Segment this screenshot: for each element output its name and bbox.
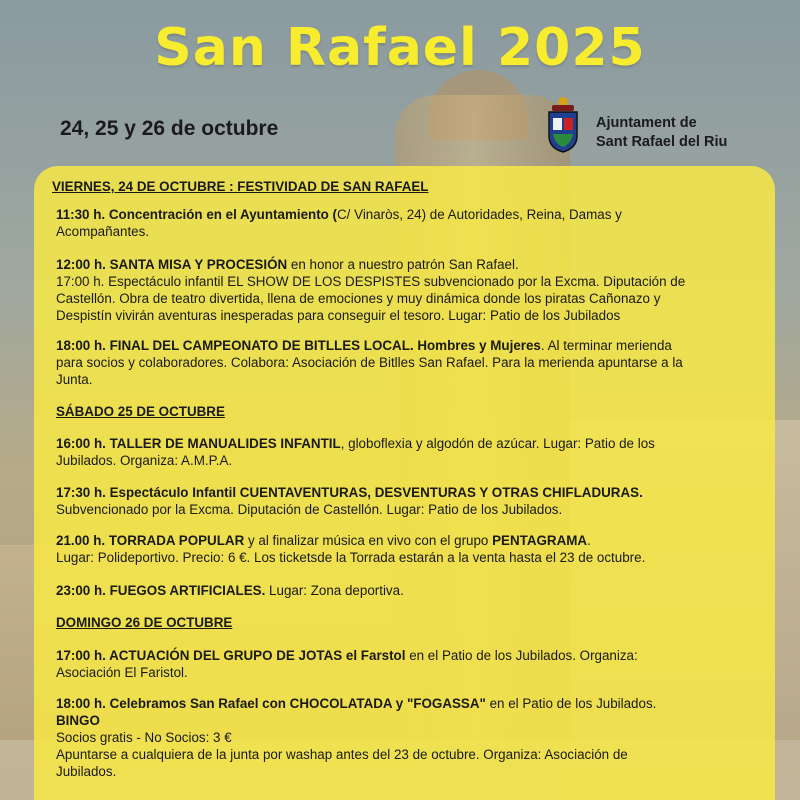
event-text: . Al terminar merienda	[540, 338, 672, 353]
page-title: San Rafael 2025	[154, 18, 646, 78]
event-title: 12:00 h. SANTA MISA Y PROCESIÓN	[56, 257, 288, 272]
event-title: 16:00 h. TALLER DE MANUALIDES INFANTIL	[56, 436, 341, 451]
event-text: Junta.	[56, 372, 93, 387]
event-friday-2	[56, 256, 756, 324]
event-title: 18:00 h. Celebramos San Rafael con CHOCOLATADA y "FOGASSA"	[56, 696, 486, 711]
event-friday-3	[56, 337, 756, 388]
program-panel	[34, 166, 775, 800]
event-saturday-3	[56, 532, 756, 566]
event-text: Acompañantes.	[56, 224, 150, 239]
day-heading-friday: VIERNES, 24 DE OCTUBRE : FESTIVIDAD DE SAN RAFAEL	[52, 179, 429, 194]
event-text: BINGO	[56, 713, 100, 728]
coat-of-arms-icon	[545, 96, 581, 154]
event-friday-1	[56, 206, 756, 240]
event-text: para socios y colaboradores. Colabora: Asociación de Bitlles San Rafael. Para la merienda apuntarse a la	[56, 355, 683, 370]
event-sunday-1	[56, 647, 756, 681]
event-title: 11:30 h. Concentración en el Ayuntamiento (	[56, 207, 338, 222]
event-saturday-4	[56, 582, 756, 599]
event-text: Socios gratis - No Socios: 3 €	[56, 730, 232, 745]
organizer-line-1: Ajuntament de	[596, 115, 697, 131]
event-text: Lugar: Polideportivo. Precio: 6 €. Los ticketsde la Torrada estarán a la venta hasta el 23 de octubre.	[56, 550, 646, 565]
event-text: Subvencionado por la Excma. Diputación de Castellón. Lugar: Patio de los Jubilados.	[56, 502, 563, 517]
event-saturday-1	[56, 435, 756, 469]
event-text: Despistín vivirán aventuras inesperadas para conseguir el tesoro. Lugar: Patio de los Jubilados	[56, 308, 621, 323]
event-text: en el Patio de los Jubilados.	[485, 696, 657, 711]
event-title: 21.00 h. TORRADA POPULAR	[56, 533, 245, 548]
event-text: en el Patio de los Jubilados. Organiza:	[405, 648, 638, 663]
organizer-name	[596, 114, 727, 152]
event-text: y al finalizar música en vivo con el grupo	[244, 533, 493, 548]
event-text: .	[587, 533, 591, 548]
event-saturday-2	[56, 484, 756, 518]
event-text: Jubilados.	[56, 764, 117, 779]
event-title: 17:00 h. ACTUACIÓN DEL GRUPO DE JOTAS el Farstol	[56, 648, 406, 663]
event-text: 17:00 h. Espectáculo infantil EL SHOW DE LOS DESPISTES subvencionado por la Excma. Diputación de	[56, 274, 686, 289]
event-title: 18:00 h. FINAL DEL CAMPEONATO DE BITLLES LOCAL. Hombres y Mujeres	[56, 338, 541, 353]
organizer-line-2: Sant Rafael del Riu	[596, 134, 728, 150]
event-title: 17:30 h. Espectáculo Infantil CUENTAVENTURAS, DESVENTURAS Y OTRAS CHIFLADURAS.	[56, 485, 643, 500]
event-sunday-2	[56, 695, 756, 780]
event-text: Asociación El Faristol.	[56, 665, 188, 680]
event-title: PENTAGRAMA	[492, 533, 588, 548]
event-title: 23:00 h. FUEGOS ARTIFICIALES.	[56, 583, 266, 598]
event-text: , globoflexia y algodón de azúcar. Lugar: Patio de los	[340, 436, 655, 451]
event-dates: 24, 25 y 26 de octubre	[60, 117, 279, 140]
day-heading-saturday: SÁBADO 25 DE OCTUBRE	[56, 404, 225, 419]
event-text: en honor a nuestro patrón San Rafael.	[287, 257, 519, 272]
event-text: C/ Vinaròs, 24) de Autoridades, Reina, Damas y	[337, 207, 622, 222]
day-heading-sunday: DOMINGO 26 DE OCTUBRE	[56, 615, 233, 630]
event-text: Jubilados. Organiza: A.M.P.A.	[56, 453, 233, 468]
event-text: Castellón. Obra de teatro divertida, llena de emociones y muy dinámica donde los piratas Cañonazo y	[56, 291, 661, 306]
event-text: Lugar: Zona deportiva.	[265, 583, 404, 598]
event-text: Apuntarse a cualquiera de la junta por washap antes del 23 de octubre. Organiza: Asociación de	[56, 747, 628, 762]
